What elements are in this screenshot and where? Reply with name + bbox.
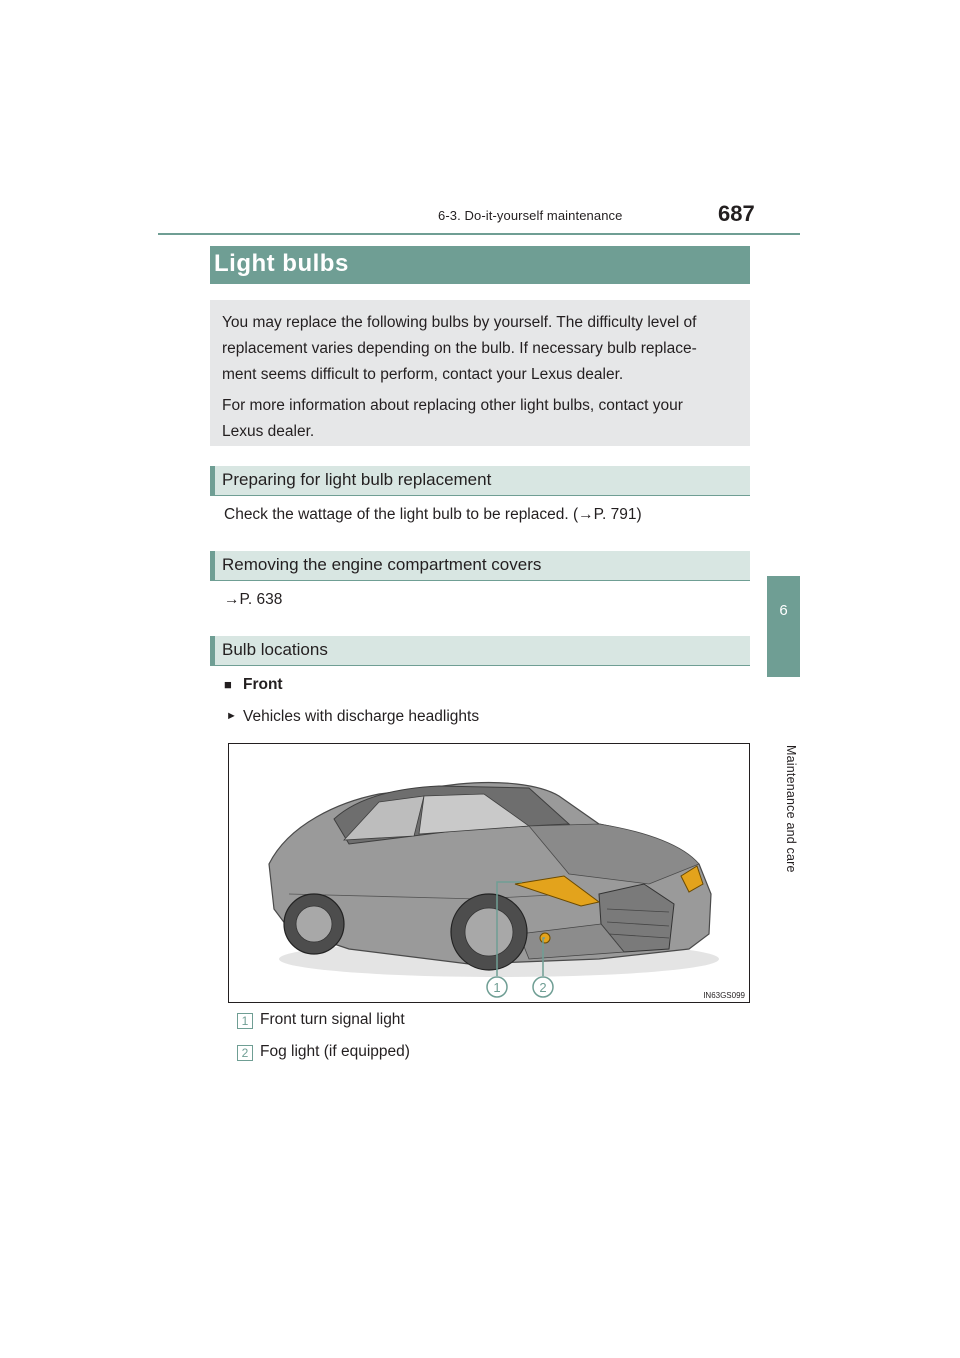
legend-label-1: Front turn signal light <box>260 1011 405 1028</box>
chapter-label: Maintenance and care <box>784 745 798 873</box>
section-accent <box>210 466 215 496</box>
section-heading-locations: Bulb locations <box>222 640 328 659</box>
callout-2: 2 <box>539 980 547 995</box>
figure-code: IN63GS099 <box>703 991 745 1000</box>
section-heading-preparing: Preparing for light bulb replacement <box>222 470 492 489</box>
section-accent <box>210 636 215 666</box>
intro-line: Lexus dealer. <box>222 423 315 440</box>
intro-line: replacement varies depending on the bulb. If necessary bulb replace- <box>222 340 697 357</box>
intro-line: ment seems difficult to perform, contact your Lexus dealer. <box>222 366 624 383</box>
car-illustration <box>228 743 750 1003</box>
legend-number-1: 1 <box>237 1013 253 1029</box>
subheading-front: Front <box>243 676 283 693</box>
chapter-tab <box>767 576 800 677</box>
intro-line: For more information about replacing other light bulbs, contact your <box>222 397 683 414</box>
page-title: Light bulbs <box>214 250 349 277</box>
triangle-bullet-icon: ► <box>226 710 237 722</box>
running-header-section: 6-3. Do-it-yourself maintenance <box>438 208 623 223</box>
header-rule <box>158 233 800 235</box>
section-heading-removing: Removing the engine compartment covers <box>222 555 542 574</box>
legend-label-2: Fog light (if equipped) <box>260 1043 410 1060</box>
car-illustration-svg <box>229 744 749 1002</box>
condition-text: Vehicles with discharge headlights <box>243 708 480 725</box>
section-accent <box>210 551 215 581</box>
chapter-number: 6 <box>779 602 788 619</box>
removing-text: →P. 638 <box>224 591 283 608</box>
callout-1: 1 <box>493 980 501 995</box>
preparing-text: Check the wattage of the light bulb to be replaced. (→P. 791) <box>224 506 642 523</box>
intro-line: You may replace the following bulbs by yourself. The difficulty level of <box>222 314 697 331</box>
page-number: 687 <box>718 201 755 226</box>
legend-number-2: 2 <box>237 1045 253 1061</box>
square-bullet-icon: ■ <box>224 677 232 692</box>
